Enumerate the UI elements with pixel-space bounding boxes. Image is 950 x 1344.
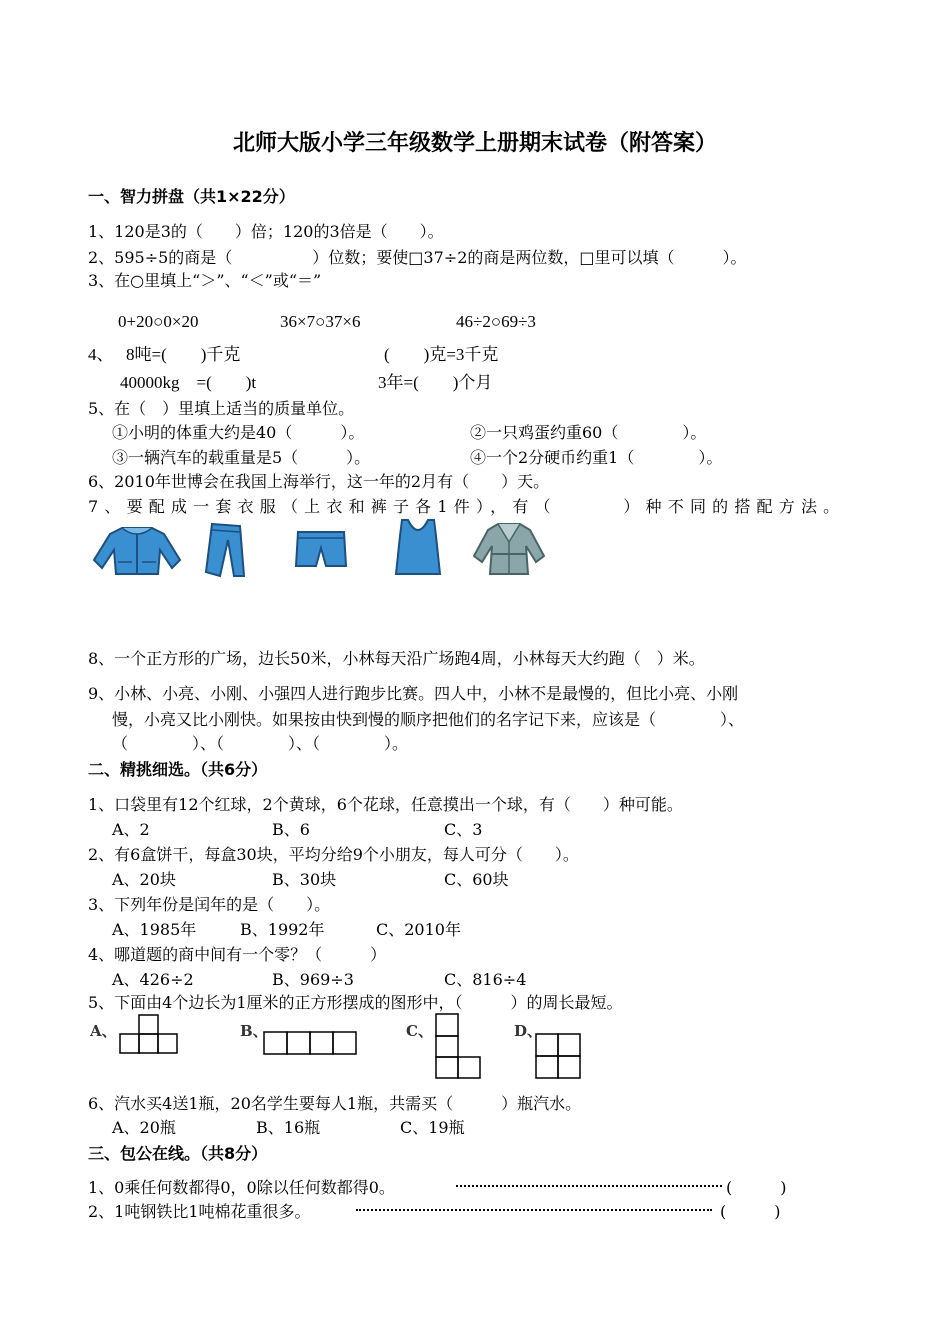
question-1-7: 7、要配成一套衣服（上衣和裤子各1件），有（ ）种不同的搭配方法。 <box>88 497 846 516</box>
question-2-3: 3、下列年份是闰年的是（ ）。 <box>88 895 331 914</box>
option-2-2-c: C、60块 <box>444 870 509 889</box>
question-1-5: 5、在（ ）里填上适当的质量单位。 <box>88 399 355 418</box>
answer-bracket-3-2: ( ) <box>720 1202 781 1221</box>
section-2-heading: 二、精挑细选。（共6分） <box>88 760 268 779</box>
figure-label-c: C、 <box>406 1022 433 1040</box>
option-2-6-c: C、19瓶 <box>400 1118 465 1137</box>
compare-item-3: 46÷2○69÷3 <box>456 312 536 331</box>
section-3-heading: 三、包公在线。（共8分） <box>88 1144 268 1163</box>
trousers-icon <box>200 522 248 578</box>
figure-label-b: B、 <box>240 1022 268 1040</box>
section-1-heading: 一、智力拼盘（共1×22分） <box>88 187 295 206</box>
option-2-4-c: C、816÷4 <box>444 970 527 989</box>
question-2-4: 4、哪道题的商中间有一个零？（ ） <box>88 945 387 964</box>
option-2-4-b: B、969÷3 <box>272 970 354 989</box>
dotted-leader <box>456 1185 722 1187</box>
question-1-3: 3、在○里填上“＞”、“＜”或“＝” <box>88 271 322 290</box>
question-2-1: 1、口袋里有12个红球，2个黄球，6个花球，任意摸出一个球，有（ ）种可能。 <box>88 795 683 814</box>
question-3-2: 2、1吨钢铁比1吨棉花重很多。 <box>88 1202 311 1221</box>
question-1-9-line-1: 9、小林、小亮、小刚、小强四人进行跑步比赛。四人中，小林不是最慢的，但比小亮、小刚 <box>88 684 739 703</box>
unit-item-3: 40000kg =( )t <box>120 373 257 392</box>
question-1-8: 8、一个正方形的广场，边长50米，小林每天沿广场跑4周，小林每天大约跑（ ）米。 <box>88 649 705 668</box>
question-2-6: 6、汽水买4送1瓶，20名学生要每人1瓶，共需买（ ）瓶汽水。 <box>88 1094 582 1113</box>
jacket-icon <box>92 522 182 578</box>
figure-label-d: D、 <box>514 1022 543 1040</box>
compare-item-2: 36×7○37×6 <box>280 312 361 331</box>
weight-item-3: ③一辆汽车的载重量是5（ ）。 <box>112 448 371 467</box>
figure-d <box>534 1032 584 1080</box>
page-title: 北师大版小学三年级数学上册期末试卷（附答案） <box>232 130 717 156</box>
question-1-9-line-2: 慢，小亮又比小刚快。如果按由快到慢的顺序把他们的名字记下来，应该是（ ）、 <box>112 710 745 729</box>
question-1-4-label: 4、 <box>88 345 114 364</box>
option-2-1-a: A、2 <box>112 820 150 839</box>
option-2-2-a: A、20块 <box>112 870 176 889</box>
question-3-1: 1、0乘任何数都得0，0除以任何数都得0。 <box>88 1178 395 1197</box>
unit-item-4: 3年=( )个月 <box>378 373 493 392</box>
option-2-3-a: A、1985年 <box>112 920 197 939</box>
coat-icon <box>472 520 546 576</box>
question-2-2: 2、有6盒饼干，每盒30块，平均分给9个小朋友，每人可分（ ）。 <box>88 845 579 864</box>
figure-c <box>434 1012 484 1080</box>
weight-item-2: ②一只鸡蛋约重60（ ）。 <box>470 423 707 442</box>
unit-item-2: ( )克=3千克 <box>384 345 499 364</box>
weight-item-1: ①小明的体重大约是40（ ）。 <box>112 423 365 442</box>
option-2-6-b: B、16瓶 <box>256 1118 321 1137</box>
question-1-1: 1、120是3的（ ）倍；120的3倍是（ ）。 <box>88 222 444 241</box>
option-2-3-b: B、1992年 <box>240 920 325 939</box>
option-2-1-c: C、3 <box>444 820 483 839</box>
dotted-leader <box>356 1209 712 1211</box>
vest-icon <box>392 518 444 576</box>
figure-b <box>262 1030 358 1056</box>
question-2-5: 5、下面由4个边长为1厘米的正方形摆成的图形中，（ ）的周长最短。 <box>88 993 623 1012</box>
question-1-6: 6、2010年世博会在我国上海举行，这一年的2月有（ ）天。 <box>88 472 550 491</box>
option-2-2-b: B、30块 <box>272 870 337 889</box>
shorts-icon <box>294 530 348 570</box>
figure-label-a: A、 <box>90 1022 117 1040</box>
weight-item-4: ④一个2分硬币约重1（ ）。 <box>470 448 723 467</box>
figure-a <box>118 1014 180 1056</box>
unit-item-1: 8吨=( )千克 <box>126 345 241 364</box>
option-2-4-a: A、426÷2 <box>112 970 194 989</box>
question-1-2: 2、595÷5的商是（ ）位数；要使□37÷2的商是两位数，□里可以填（ ）。 <box>88 248 747 267</box>
option-2-6-a: A、20瓶 <box>112 1118 176 1137</box>
compare-item-1: 0+20○0×20 <box>118 312 199 331</box>
option-2-3-c: C、2010年 <box>376 920 461 939</box>
answer-bracket-3-1: ( ) <box>726 1178 787 1197</box>
option-2-1-b: B、6 <box>272 820 310 839</box>
question-1-9-line-3: （ ）、（ ）、（ ）。 <box>112 734 409 753</box>
